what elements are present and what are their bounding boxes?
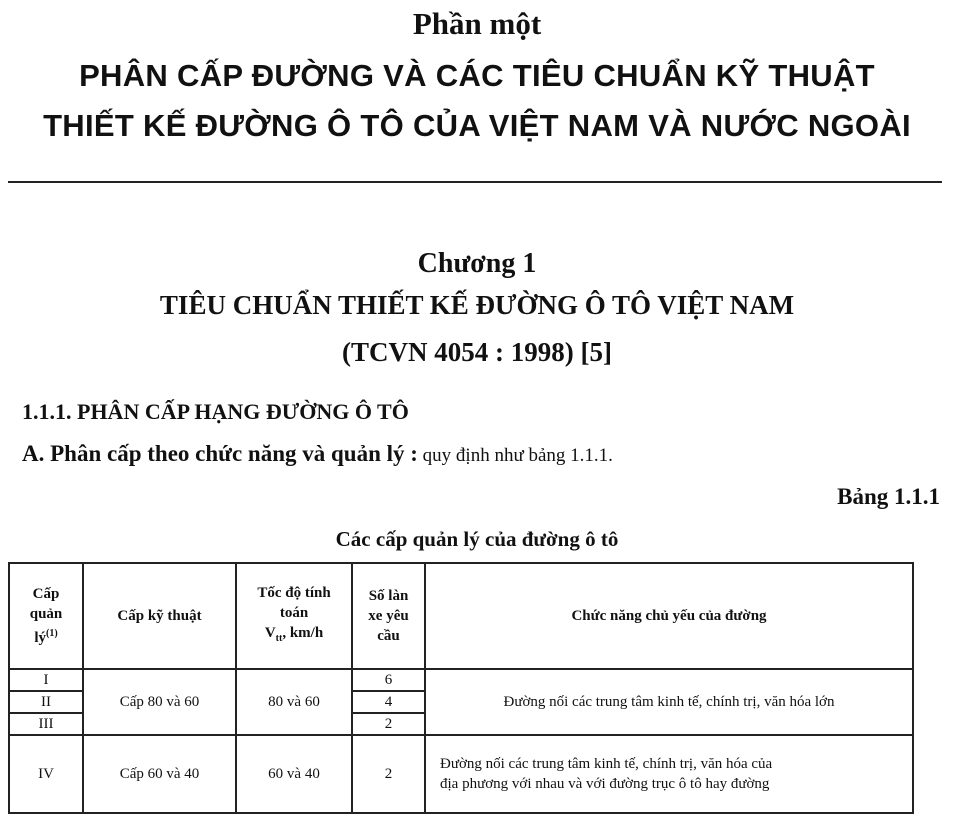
level-cell: III	[9, 713, 83, 735]
chapter-standard: (TCVN 4054 : 1998) [5]	[342, 337, 612, 367]
chapter-title: TIÊU CHUẨN THIẾT KẾ ĐƯỜNG Ô TÔ VIỆT NAM	[159, 290, 795, 320]
chapter-label: Chương 1	[417, 248, 537, 279]
level-cell: II	[9, 691, 83, 713]
table-row	[9, 669, 913, 691]
part-title-line2: THIẾT KẾ ĐƯỜNG Ô TÔ CỦA VIỆT NAM VÀ NƯỚC NGOÀI	[43, 108, 911, 143]
part-label: Phần một	[412, 6, 542, 41]
lanes-cell: 6	[352, 669, 425, 691]
part-title-line1: PHÂN CẤP ĐƯỜNG VÀ CÁC TIÊU CHUẨN KỸ THUẬT	[79, 58, 875, 93]
level-cell: IV	[9, 735, 83, 813]
table-row	[9, 735, 913, 813]
lanes-cell: 4	[352, 691, 425, 713]
header-lane-count: Số làn xe yêu cầu	[352, 563, 425, 669]
tech-level-cell: Cấp 80 và 60	[83, 669, 236, 735]
header-main-function: Chức năng chủ yếu của đường	[425, 563, 913, 669]
subheading-bold: A. Phân cấp theo chức năng và quản lý :	[22, 441, 418, 466]
table-reference: Bảng 1.1.1	[837, 484, 940, 509]
tech-level-cell: Cấp 60 và 40	[83, 735, 236, 813]
subheading-line	[22, 441, 613, 467]
horizontal-divider	[8, 181, 942, 183]
speed-cell: 60 và 40	[236, 735, 352, 813]
header-design-speed: Tốc độ tính toán $V_{tt}$, km/h	[236, 563, 352, 669]
table-caption: Các cấp quản lý của đường ô tô	[335, 527, 619, 551]
header-management-level: Cấp quản $lý^{(1)}$	[9, 563, 83, 669]
lanes-cell: 2	[352, 713, 425, 735]
function-cell: Đường nối các trung tâm kinh tế, chính trị, văn hóa lớn	[425, 669, 913, 735]
speed-cell: 80 và 60	[236, 669, 352, 735]
table-header-row	[9, 563, 913, 669]
section-heading: 1.1.1. PHÂN CẤP HẠNG ĐƯỜNG Ô TÔ	[22, 399, 409, 424]
level-cell: I	[9, 669, 83, 691]
header-technical-level: Cấp kỹ thuật	[83, 563, 236, 669]
subheading-text: quy định như bảng 1.1.1.	[417, 445, 613, 466]
function-cell: Đường nối các trung tâm kinh tế, chính trị, văn hóa của địa phương với nhau và với đường trục ô tô hay đường	[425, 735, 913, 813]
road-management-table	[8, 562, 914, 814]
lanes-cell: 2	[352, 735, 425, 813]
